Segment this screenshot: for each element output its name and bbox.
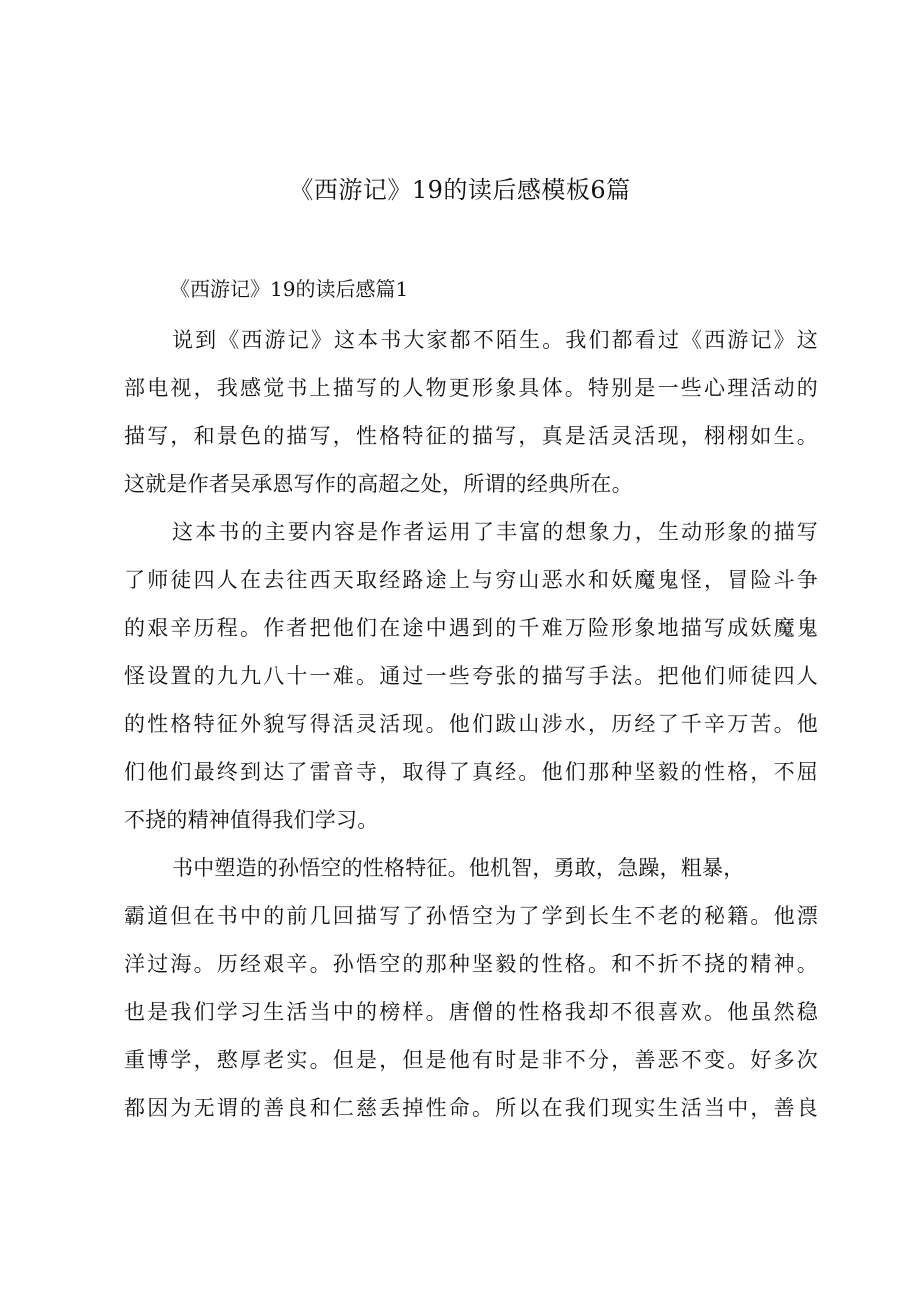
paragraph-line: 部电视，我感觉书上描写的人物更形象具体。特别是一些心理活动的 [124,376,818,400]
paragraph-line: 描写，和景色的描写，性格特征的描写，真是活灵活现，栩栩如生。 [124,424,818,448]
document-title: 《西游记》19的读后感模板6篇 [289,176,631,204]
paragraph-line: 的艰辛历程。作者把他们在途中遇到的千难万险形象地描写成妖魔鬼 [124,616,818,640]
paragraph-2 [124,508,818,844]
paragraph-line: 这本书的主要内容是作者运用了丰富的想象力，生动形象的描写 [172,520,818,544]
paragraph-line: 这就是作者吴承恩写作的高超之处，所谓的经典所在。 [124,472,633,496]
paragraph-3 [124,844,818,1132]
paragraph-line: 怪设置的九九八十一难。通过一些夸张的描写手法。把他们师徒四人 [124,664,818,688]
paragraph-line: 霸道但在书中的前几回描写了孙悟空为了学到长生不老的秘籍。他漂 [124,904,818,928]
paragraph-line: 都因为无谓的善良和仁慈丢掉性命。所以在我们现实生活当中，善良 [124,1096,818,1120]
paragraph-line: 了师徒四人在去往西天取经路途上与穷山恶水和妖魔鬼怪，冒险斗争 [124,568,818,592]
paragraph-line: 重博学，憨厚老实。但是，但是他有时是非不分，善恶不变。好多次 [124,1048,818,1072]
paragraph-line: 洋过海。历经艰辛。孙悟空的那种坚毅的性格。和不折不挠的精神。 [124,952,818,976]
paragraph-line: 不挠的精神值得我们学习。 [124,808,379,832]
paragraph-1 [124,316,818,508]
paragraph-line: 们他们最终到达了雷音寺，取得了真经。他们那种坚毅的性格，不屈 [124,760,818,784]
paragraph-line: 的性格特征外貌写得活灵活现。他们跋山涉水，历经了千辛万苦。他 [124,712,818,736]
body-text [124,316,818,1132]
paragraph-line: 也是我们学习生活当中的榜样。唐僧的性格我却不很喜欢。他虽然稳 [124,1000,818,1024]
paragraph-line: 书中塑造的孙悟空的性格特征。他机智，勇敢，急躁，粗暴， [172,856,745,880]
section-heading: 《西游记》19的读后感篇1 [170,277,409,301]
paragraph-line: 说到《西游记》这本书大家都不陌生。我们都看过《西游记》这 [172,328,818,352]
